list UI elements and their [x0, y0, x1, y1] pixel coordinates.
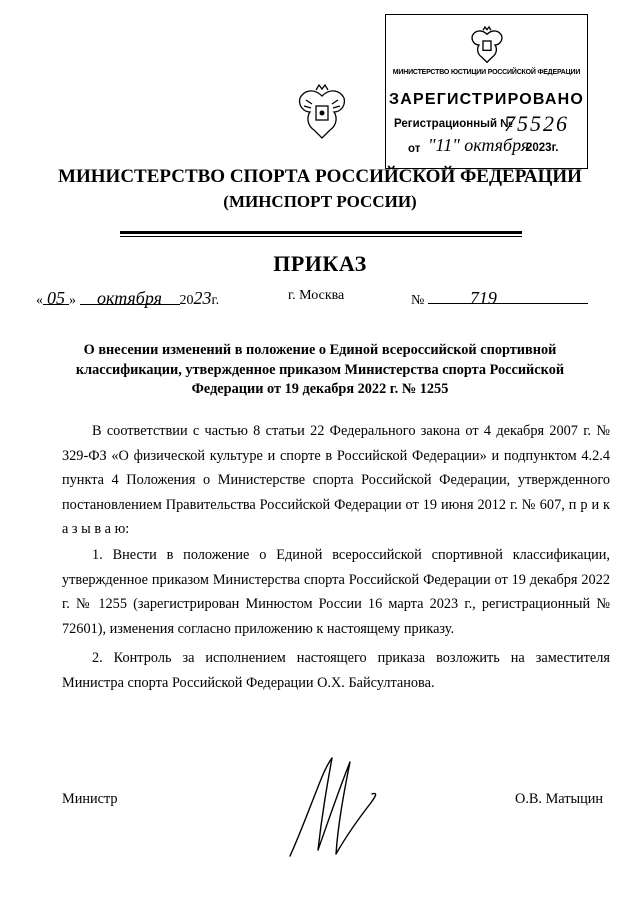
order-day: 05	[43, 288, 69, 305]
quote-close: »	[69, 293, 76, 308]
header-divider	[120, 231, 522, 234]
registration-stamp	[385, 14, 588, 169]
order-month: октября	[80, 288, 180, 305]
signer-name: О.В. Матыцин	[515, 791, 604, 807]
stamp-regdate-prefix: от	[408, 143, 421, 155]
header-divider-thin	[120, 236, 522, 237]
order-subject: О внесении изменений в положение о Единой всероссийской спортивной классификации, утвержденное приказом Министерства спорта Российской Федерации от 19 декабря 2022 г. № 1255	[75, 342, 565, 397]
order-year-prefix: 20	[179, 293, 194, 308]
stamp-regdate-year: 2023г.	[526, 142, 559, 154]
body-item-2: 2. Контроль за исполнением настоящего приказа возложить на заместителя Министра спорта Российской Федерации О.Х. Байсултанова.	[62, 650, 610, 691]
order-city: г. Москва	[288, 288, 345, 303]
order-date	[36, 288, 219, 309]
handwritten-signature	[286, 752, 386, 862]
signer-title: Министр	[62, 791, 118, 807]
stamp-registered: ЗАРЕГИСТРИРОВАНО	[388, 91, 584, 108]
body-item-1: 1. Внести в положение о Единой всероссийской спортивной классификации, утвержденное приказом Министерства спорта Российской Федерации от 19 декабря 2022 г. № 1255 (зарегистрирован Минюстом России 16 марта 2023 г., регистрационный № 72601), изменения согласно приложению к настоящему приказу.	[62, 547, 610, 637]
ministry-short-name: (МИНСПОРТ РОССИИ)	[223, 192, 417, 211]
stamp-emblem	[469, 25, 505, 65]
stamp-regnum-value: 75526	[504, 111, 569, 136]
coat-of-arms-emblem	[296, 82, 348, 142]
order-year-unit: г.	[211, 293, 220, 308]
order-title: ПРИКАЗ	[273, 251, 367, 276]
order-year-suffix: 23	[193, 288, 212, 308]
order-items	[62, 543, 610, 695]
stamp-regnum-label: Регистрационный №	[394, 118, 514, 130]
order-body	[62, 419, 610, 542]
order-number-value: 719	[428, 288, 588, 304]
stamp-regdate-value: "11" октября	[428, 135, 530, 155]
order-number	[411, 288, 588, 309]
ministry-title: МИНИСТЕРСТВО СПОРТА РОССИЙСКОЙ ФЕДЕРАЦИИ	[58, 166, 582, 187]
body-preamble: В соответствии с частью 8 статьи 22 Федерального закона от 4 декабря 2007 г. № 329-ФЗ «О физической культуре и спорте в Российской Федерации» и подпунктом 4.2.4 пункта 4 Положения о Министерстве спорта Российской Федерации, утвержденного постановлением Правительства Российской Федерации от 19 июня 2012 г. № 607, п р и к а з ы в а ю:	[62, 423, 610, 537]
quote-open: «	[36, 293, 43, 308]
stamp-ministry: МИНИСТЕРСТВО ЮСТИЦИИ РОССИЙСКОЙ ФЕДЕРАЦИИ	[392, 69, 581, 76]
order-number-label: №	[411, 293, 425, 308]
